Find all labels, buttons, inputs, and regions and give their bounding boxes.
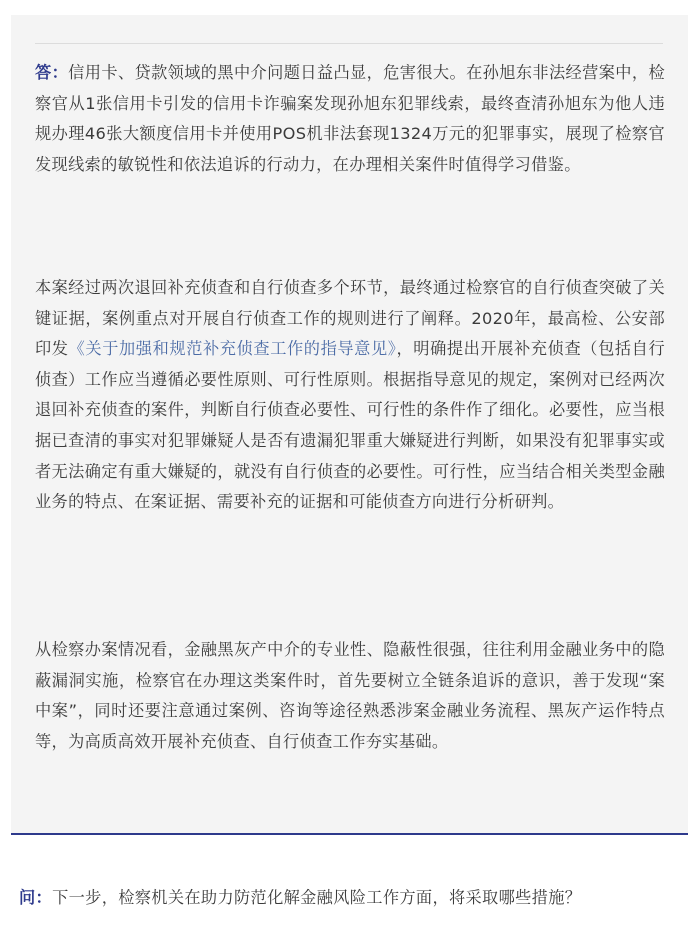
- question-label: 问：: [19, 888, 53, 907]
- answer-label: 答：: [35, 63, 69, 82]
- section-divider: [35, 43, 663, 44]
- answer-paragraph-2-text-start: 本案经过两次退回补充侦查和自行侦查多个环节，最终通过检察官的自行侦查突破了关键证据，案例重点对开展自行侦查工作的规则进行了阐释。2020年，最高检、公安部印发: [35, 278, 665, 359]
- answer-paragraph-1-text: 信用卡、贷款领域的黑中介问题日益凸显，危害很大。在孙旭东非法经营案中，检察官从1张信用卡引发的信用卡诈骗案发现孙旭东犯罪线索，最终查清孙旭东为他人违规办理46张大额度信用卡并使用POS机非法套现1324万元的犯罪事实，展现了检察官发现线索的敏锐性和依法追诉的行动力，在办理相关案件时值得学习借鉴。: [35, 63, 665, 174]
- answer-paragraph-3: [35, 635, 665, 757]
- answer-paragraph-1: [35, 58, 665, 180]
- answer-paragraph-2-text-end: ，明确提出开展补充侦查（包括自行侦查）工作应当遵循必要性原则、可行性原则。根据指导意见的规定，案例对已经两次退回补充侦查的案件，判断自行侦查必要性、可行性的条件作了细化。必要性，应当根据已查清的事实对犯罪嫌疑人是否有遗漏犯罪重大嫌疑进行判断，如果没有犯罪事实或者无法确定有重大嫌疑的，就没有自行侦查的必要性。可行性，应当结合相关类型金融业务的特点、在案证据、需要补充的证据和可能侦查方向进行分析研判。: [35, 339, 665, 512]
- question-text: 下一步，检察机关在助力防范化解金融风险工作方面，将采取哪些措施？: [52, 888, 582, 907]
- answer-section: [11, 15, 688, 835]
- guideline-document-link[interactable]: 《关于加强和规范补充侦查工作的指导意见》: [68, 339, 397, 359]
- answer-paragraph-3-text: 从检察办案情况看，金融黑灰产中介的专业性、隐蔽性很强，往往利用金融业务中的隐蔽漏洞实施，检察官在办理这类案件时，首先要树立全链条追诉的意识，善于发现“案中案”，同时还要注意通过案例、咨询等途径熟悉涉案金融业务流程、黑灰产运作特点等，为高质高效开展补充侦查、自行侦查工作夯实基础。: [35, 640, 665, 751]
- answer-paragraph-2: [35, 273, 665, 518]
- question-line: [19, 884, 679, 912]
